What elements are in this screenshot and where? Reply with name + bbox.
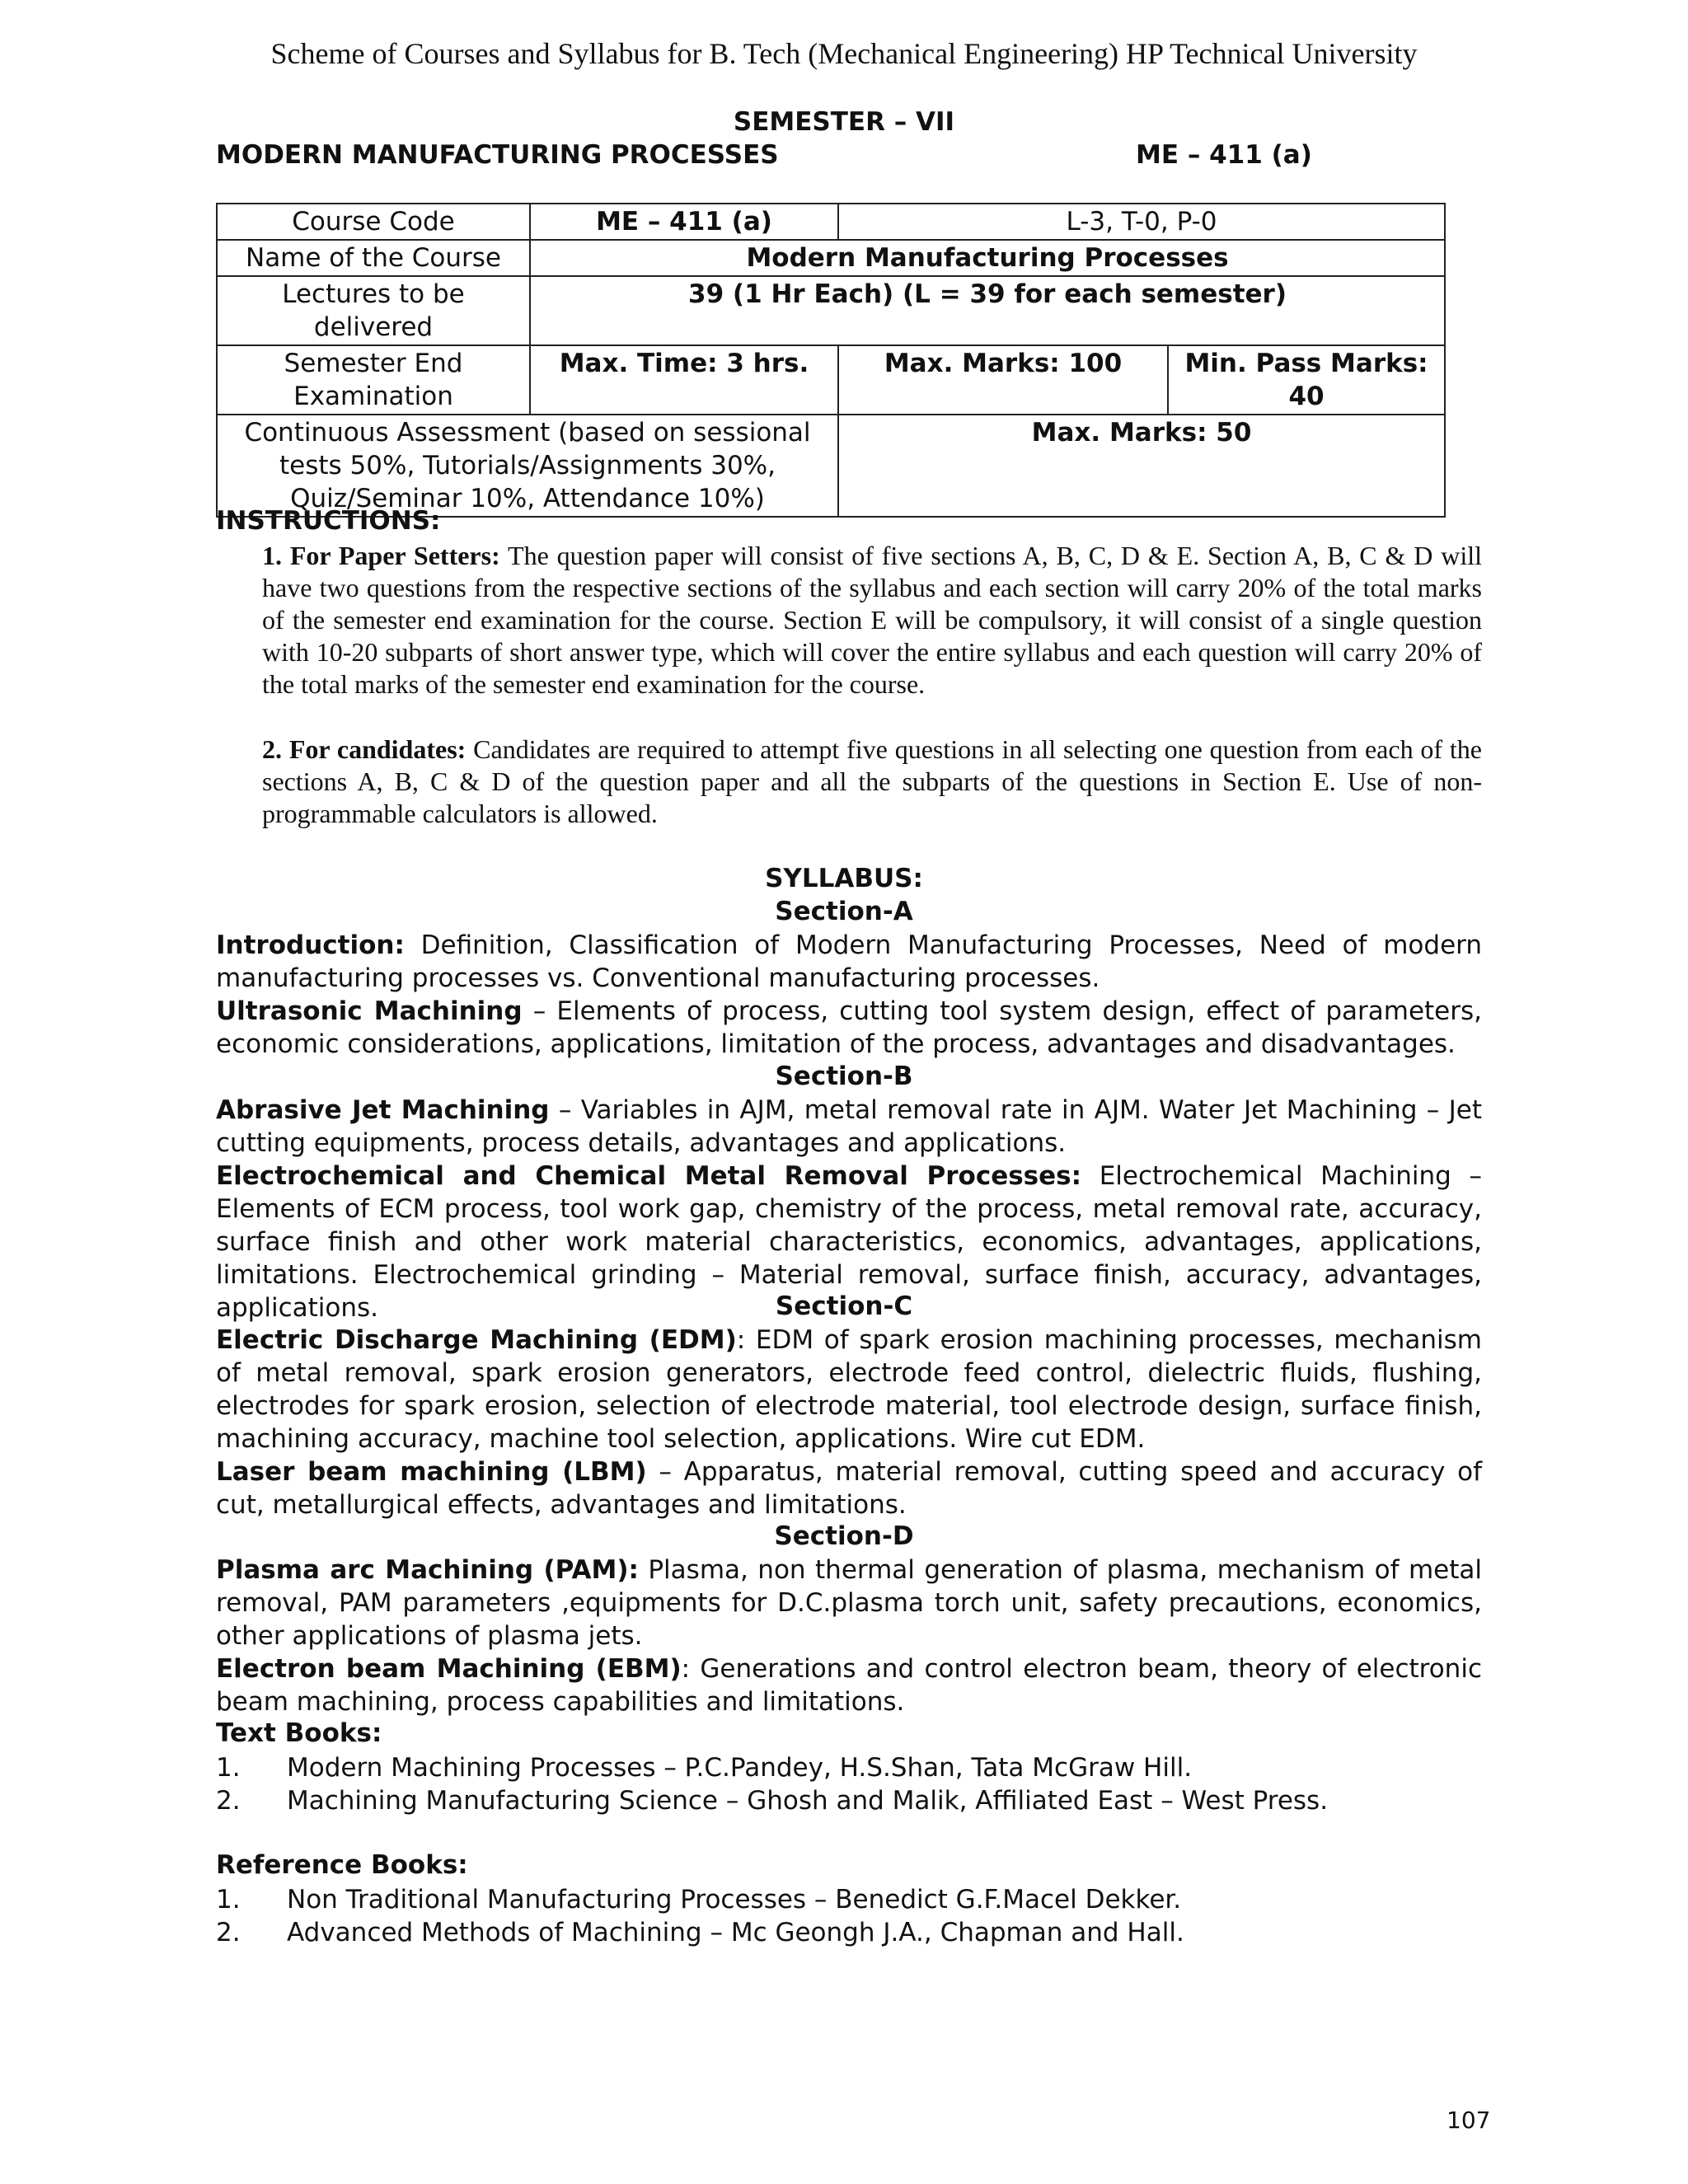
topic-title: Abrasive Jet Machining (216, 1095, 550, 1125)
continuous-assessment-label: Continuous Assessment (based on sessional tests 50%, Tutorials/Assignments 30%, Quiz/Seminar 10%, Attendance 10%) (217, 415, 838, 517)
topic-paragraph (216, 1652, 1482, 1718)
instruction-lead: 2. For candidates: (262, 734, 467, 764)
ltp-value: L-3, T-0, P-0 (838, 204, 1445, 240)
section-d-heading: Section-D (774, 1521, 914, 1551)
instruction-text: Candidates are required to attempt five questions in all selecting one question from each of the sections A, B, C & D of the question paper and all the subparts of the questions in Section E. Use of non-programmable calculators is allowed. (262, 734, 1483, 828)
running-header: Scheme of Courses and Syllabus for B. Tech (Mechanical Engineering) HP Technical University (270, 37, 1418, 70)
topic-paragraph (216, 1094, 1482, 1160)
max-marks: Max. Marks: 100 (838, 345, 1168, 415)
list-item (216, 1751, 1482, 1784)
topic-paragraph (216, 929, 1482, 995)
instructions-heading: INSTRUCTIONS: (216, 506, 441, 536)
topic-title: Ultrasonic Machining (216, 996, 523, 1026)
table-row (217, 276, 1445, 345)
list-number: 1. (216, 1885, 241, 1915)
section-d-content (216, 1554, 1482, 1718)
syllabus-heading: SYLLABUS: (765, 864, 923, 893)
section-a-heading: Section-A (775, 897, 913, 926)
exam-label: Semester End Examination (217, 345, 530, 415)
list-text: Non Traditional Manufacturing Processes – Benedict G.F.Macel Dekker. (287, 1885, 1182, 1915)
topic-text: – Variables in AJM, metal removal rate in AJM. Water Jet Machining – Jet cutting equipments, process details, advantages and applications. (216, 1095, 1482, 1158)
table-row (217, 415, 1445, 517)
topic-paragraph (216, 1324, 1482, 1455)
topic-title: Introduction: (216, 930, 405, 960)
lectures-label: Lectures to be delivered (217, 276, 530, 345)
topic-text: Plasma, non thermal generation of plasma, mechanism of metal removal, PAM parameters ,equipments for D.C.plasma torch unit, safety precautions, economics, other applications of plasma jets. (216, 1555, 1483, 1651)
semester-heading: SEMESTER – VII (733, 107, 955, 137)
table-row (217, 345, 1445, 415)
instruction-paper-setters (262, 540, 1482, 701)
topic-paragraph (216, 1554, 1482, 1652)
topic-text: Definition, Classification of Modern Manufacturing Processes, Need of modern manufacturing processes vs. Conventional manufacturing processes. (216, 930, 1482, 993)
topic-text: : Generations and control electron beam, theory of electronic beam machining, process capabilities and limitations. (216, 1654, 1482, 1717)
topic-paragraph (216, 995, 1482, 1061)
list-number: 1. (216, 1753, 241, 1783)
course-code-heading: ME – 411 (a) (1136, 140, 1312, 170)
topic-title: Electric Discharge Machining (EDM) (216, 1325, 737, 1355)
instruction-candidates (262, 733, 1482, 830)
course-code-value: ME – 411 (a) (530, 204, 838, 240)
topic-paragraph (216, 1455, 1482, 1521)
section-c-content (216, 1324, 1482, 1521)
topic-text: Electrochemical Machining – Elements of ECM process, tool work gap, chemistry of the process, metal removal rate, accuracy, surface finish and other work material characteristics, economics, advantages, applications, limitations. Electrochemical grinding – Material removal, surface finish, accuracy, advantages, applications. (216, 1161, 1482, 1323)
section-c-heading: Section-C (775, 1291, 913, 1321)
lectures-value: 39 (1 Hr Each) (L = 39 for each semester) (530, 276, 1445, 345)
text-books-heading: Text Books: (216, 1718, 382, 1748)
table-row (217, 240, 1445, 276)
page-number: 107 (1447, 2107, 1491, 2134)
topic-title: Plasma arc Machining (PAM): (216, 1555, 639, 1585)
list-text: Modern Machining Processes – P.C.Pandey, H.S.Shan, Tata McGraw Hill. (287, 1753, 1193, 1783)
section-b-heading: Section-B (775, 1062, 913, 1091)
list-item (216, 1916, 1482, 1949)
max-time: Max. Time: 3 hrs. (530, 345, 838, 415)
instruction-lead: 1. For Paper Setters: (262, 541, 500, 570)
list-item (216, 1883, 1482, 1916)
section-a-content (216, 929, 1482, 1061)
list-text: Advanced Methods of Machining – Mc Geongh J.A., Chapman and Hall. (287, 1918, 1184, 1947)
min-pass-marks: Min. Pass Marks: 40 (1168, 345, 1445, 415)
section-b-content (216, 1094, 1482, 1324)
topic-title: Electron beam Machining (EBM) (216, 1654, 682, 1684)
list-number: 2. (216, 1786, 241, 1816)
instruction-text: The question paper will consist of five sections A, B, C, D & E. Section A, B, C & D will have two questions from the respective sections of the syllabus and each section will carry 20% of the total marks of the semester end examination for the course. Section E will be compulsory, it will consist of a single question with 10-20 subparts of short answer type, which will cover the entire syllabus and each question will carry 20% of the total marks of the semester end examination for the course. (262, 541, 1483, 699)
topic-title: Laser beam machining (LBM) (216, 1457, 647, 1487)
list-item (216, 1784, 1482, 1817)
list-number: 2. (216, 1918, 241, 1947)
continuous-assessment-marks: Max. Marks: 50 (838, 415, 1445, 517)
topic-title: Electrochemical and Chemical Metal Removal Processes: (216, 1161, 1081, 1191)
course-name-label: Name of the Course (217, 240, 530, 276)
topic-text: – Elements of process, cutting tool system design, effect of parameters, economic considerations, applications, limitation of the process, advantages and disadvantages. (216, 996, 1482, 1059)
topic-text: – Apparatus, material removal, cutting speed and accuracy of cut, metallurgical effects, advantages and limitations. (216, 1457, 1482, 1520)
table-row (217, 204, 1445, 240)
course-code-label: Course Code (217, 204, 530, 240)
course-name-value: Modern Manufacturing Processes (530, 240, 1445, 276)
reference-books-heading: Reference Books: (216, 1850, 468, 1880)
course-title: MODERN MANUFACTURING PROCESSES (216, 140, 779, 170)
topic-text: : EDM of spark erosion machining processes, mechanism of metal removal, spark erosion generators, electrode feed control, dielectric fluids, flushing, electrodes for spark erosion, selection of electrode material, tool electrode design, surface finish, machining accuracy, machine tool selection, applications. Wire cut EDM. (216, 1325, 1482, 1454)
course-info-table (216, 203, 1446, 518)
list-text: Machining Manufacturing Science – Ghosh and Malik, Affiliated East – West Press. (287, 1786, 1329, 1816)
